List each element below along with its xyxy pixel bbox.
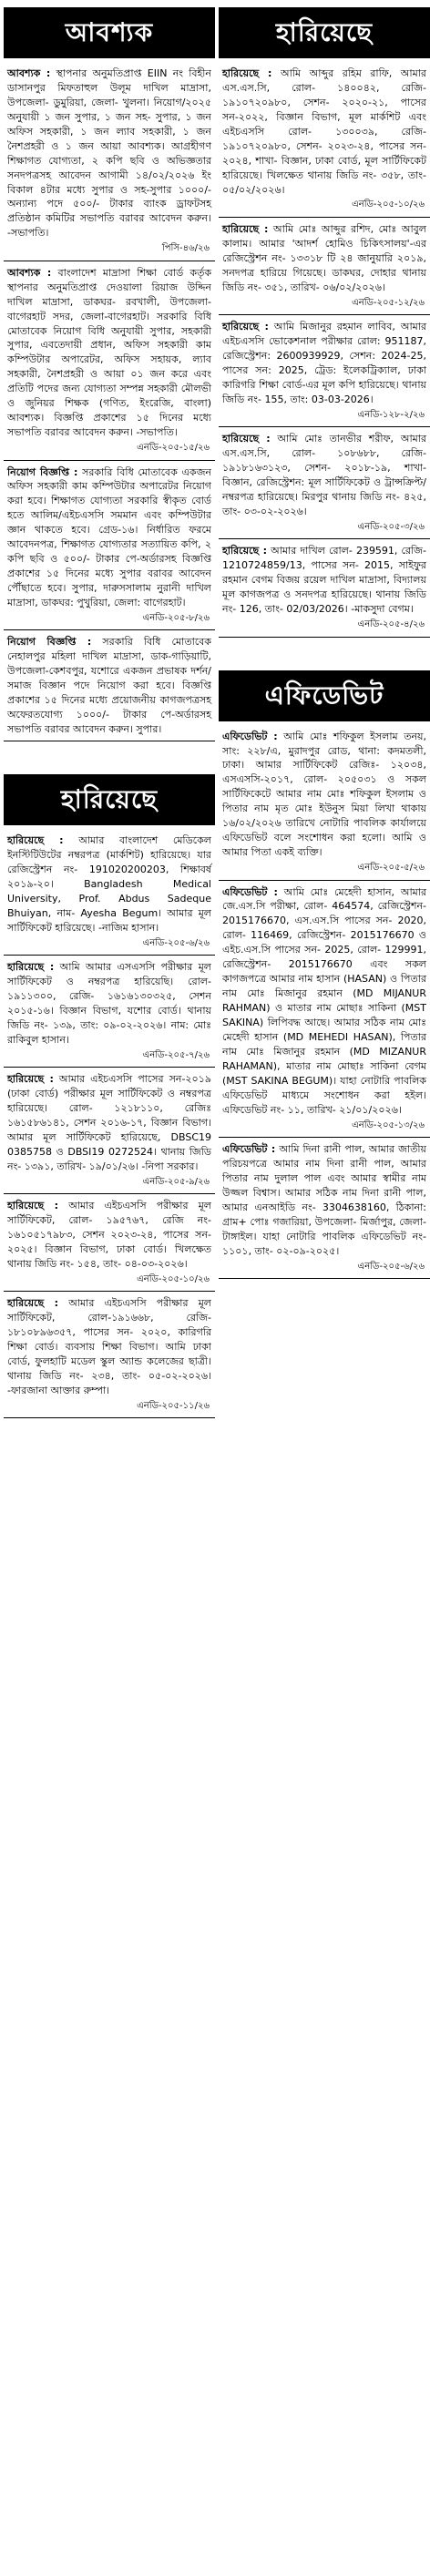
ad-text: আমি আব্দুর রহিম রাফি, আমার এস.এস.সি, রোল- ১৪০০৪২, রেজি- ১৯১০৭২০৯৮০, সেশন- ২০২০-২১, পাসের সন-২০২২, বিজ্ঞান বিভাগ, মূল মার্কশিট এবং এইচএসসি রোল- ১৩০০৩৯, রেজি- ১৯১০৭২০৯৮০, সেশন- ২০২৩-২৪, পাসের সন- ২০২৪, শাখা- বিজ্ঞান, ঢাকা বোর্ড, মূল সার্টিফিকেট হারিয়েছে। খিলক্ষেত থানায় জিডি নং- ৩৫৮, তাং- ০৫/০২/২০২৬। (222, 67, 426, 196)
ad-text: বাংলাদেশ মাদ্রাসা শিক্ষা বোর্ড কর্তৃক স্থাপনার অনুমতিপ্রাপ্ত দেওয়ালা রিয়াজ উদ্দিন দাখিল মাদ্রাসা, ডাকঘর- রবখালী, উপজেলা-বাগেরহাট সদর, জেলা-বাগেরহাট। সরকারি বিধি মোতাবেক নিয়োগ বিধি অনুযায়ী সুপার, সহকারী সুপার, এবতেদায়ী প্রধান, অফিস সহকারী কাম কম্পিউটার অপারেটর, অফিস সহায়ক, ল্যাব সহকারী, নৈশপ্রহরী ও আয়া ০১ জন করে এবং প্রতিটি পদের জন্য যোগ্যতা সম্পন্ন সহকারী মৌলভী ও জুনিয়র শিক্ষক (গণিত, ইংরেজি, বাংলা) আবশ্যক। বিজ্ঞপ্তি প্রকাশের ১৫ দিনের মধ্যে সভাপতি বরাবর আবেদন করুন। -সভাপতি। (7, 266, 212, 439)
ad-keyword: হারিয়েছে : (7, 1297, 59, 1310)
ad-keyword: হারিয়েছে : (222, 321, 269, 333)
ad-keyword: নিয়োগ বিজ্ঞপ্তি : (7, 636, 92, 649)
ad-text: আমি দিনা রানী পাল, আমার জাতীয় পরিচয়পত্রে আমার নাম দিনা রানী পাল, আমার পিতার নাম দুলাল পাল এবং আমার স্বামীর নাম উজ্জল বিশ্বাস। আমার সঠিক নাম দিনা রানী পাল, আমার এনআইডি নং- 3304638160, ঠিকানা: গ্রাম+ পোঃ গজারিয়া, উপজেলা- মির্জাপুর, জেলা- টাঙ্গাইল। যাহা নোটারি পাবলিক এফিডেভিট নং- ১১০১, তাং- ০২-০৯-২০২৫। (222, 1143, 427, 1257)
classified-ad (219, 317, 430, 427)
ad-divider (219, 880, 430, 881)
classified-ad (219, 429, 430, 539)
ad-divider (4, 1291, 215, 1292)
ad-code: এনডি-২০৫-৩/২৬ (357, 521, 425, 532)
ad-text: আমার এইচএসসি পাসের সন-২০১৯ (ঢাকা বোর্ড) পরীক্ষার মূল সার্টিফিকেট ও নম্বরপত্র হারিয়েছে। রোল- ১২১৮১১০, রেজিঃ ১৬১৫৮৬১৪১, সেশন ২০১৬-১৭, বিজ্ঞান বিভাগ। আমার মূল সার্টিফিকেট হারিয়েছে, DBSC19 0385758 ও DBSI19 0272524। থানায় জিডি নং- ১৩৯১, তারিখ- ১৯/০১/২৬। -নিপা সরকার। (7, 1073, 211, 1172)
classified-ad (4, 463, 215, 631)
classified-ad (4, 831, 215, 956)
ad-code: এনডি-২০৫-৬/২৬ (142, 937, 210, 948)
ad-keyword: হারিয়েছে : (7, 1200, 59, 1212)
ad-keyword: হারিয়েছে : (7, 1073, 54, 1086)
ad-keyword: নিয়োগ বিজ্ঞপ্তি : (7, 465, 78, 478)
classified-ad (4, 632, 215, 741)
ad-code: এনডি-২০৫-৫/২৬ (357, 863, 425, 873)
ad-keyword: আবশ্যক : (7, 266, 52, 279)
ad-code: এনডি-২০৫-১১/২৬ (137, 1400, 210, 1411)
ad-keyword: এফিডেভিট : (222, 730, 278, 742)
ad-body (4, 1069, 215, 1176)
ad-text: আমার এইচএসসি পরীক্ষার মূল সার্টিফিকেট, রোল- ১৯৫৭৬৭, রেজি নং- ১৬১০৫১৭৯৮৩, সেশন ২০২৩-২৪, পাসের সন- ২০২৫। বিজ্ঞান বিভাগ, ঢাকা বোর্ড। খিলক্ষেত থানায় জিডি নং- ১৫৪, তাং- ০৪-০৩-২০২৬। (7, 1200, 211, 1270)
ad-text: আমার বাংলাদেশ মেডিকেল ইনস্টিটিউটের নম্বরপত্র (মার্কশিট) হারিয়েছে। যার রেজিস্ট্রেশন নং- 191020200203, শিক্ষাবর্ষ ২০১৯-২০। Bangladesh Medical University, Prof. Abdus Sadeque Bhuiyan, নাম- Ayesha Begum। আমার মূল সার্টিফিকেট হারিয়েছে। -নাজিম হাসান। (7, 833, 211, 934)
ad-code: এনডি-২০৫-১০/২৬ (137, 1273, 210, 1284)
ad-keyword: হারিয়েছে : (222, 545, 267, 557)
ad-body (4, 64, 215, 242)
ad-code: এনডি-২০৫-৮/২৬ (142, 612, 210, 623)
ad-divider (219, 1278, 430, 1279)
ad-divider (219, 637, 430, 638)
ad-body (219, 429, 430, 521)
ad-body (4, 263, 215, 442)
ad-code: এনডি-২০৫-৬/২৬ (357, 1261, 425, 1272)
ad-text: সরকারি বিধি মোতাবেক একজন অফিস সহকারী কাম কম্পিউটার অপারেটর নিয়োগ করা হবে। শিক্ষাগত যোগ্যতা সরকারি স্বীকৃত বোর্ড হতে আলিম/এইচএসসি সমমান এবং কম্পিউটার জ্ঞান থাকতে হবে। গ্রেড-১৬। নির্ধারিত ফরমে আবেদনপত্র, শিক্ষাগত যোগ্যতার সত্যায়িত কপি, ২ কপি ছবি ও ৫০০/- টাকার পে-অর্ডারসহ বিজ্ঞপ্তি প্রকাশের ১৫ দিনের মধ্যে সুপার বরাবর আবেদন পৌঁছাতে হবে। সুপার, দারুসসালাম নুরানী দাখিল মাদ্রাসা, ডাকঘর: পুখুরিয়া, জেলা: বাগেরহাট। (7, 465, 211, 608)
section-header-abosshok: আবশ্যক (4, 7, 215, 58)
ad-keyword: এফিডেভিট : (222, 1143, 276, 1155)
ad-text: আমি মিজানুর রহমান লাবিব, আমার এইচএসসি ভোকেশনাল পরীক্ষার রোল: 951187, রেজিস্ট্রেশন: 2600939929, সেশন: 2024-25, পাসের সন: 2025, ট্রেড: ইলেকট্রিক্যাল, ঢাকা কারিগরি শিক্ষা বোর্ড-এর মূল কপি হারিয়েছে। থানায় জিডি নং- 155, তাং: 03-03-2026। (222, 321, 427, 405)
ad-body (4, 463, 215, 612)
ad-keyword: হারিয়েছে : (7, 961, 55, 973)
ad-text: সরকারি বিধি মোতাবেক নেহালপুর মহিলা দাখিল মাদ্রাসা, ডাক-গাড়িয়াটি, উপজেলা-কেশবপুর, যশোরে একজন প্রভাষক দর্শন/সমাজ বিজ্ঞান পদে নিয়োগ করা হবে। বিজ্ঞপ্তি প্রকাশের ১৫ দিনের মধ্যে প্রয়োজনীয় কাগজপত্রসহ অফেরতযোগ্য ১০০০/- টাকার পে-অর্ডারসহ সভাপতি বরাবর আবেদন করুন। সুপার। (7, 636, 211, 735)
ad-keyword: হারিয়েছে : (222, 67, 272, 79)
ad-body (4, 1293, 215, 1400)
ad-code: এনডি-২০৫-১৫/২৬ (137, 443, 210, 453)
classified-ad (219, 727, 430, 881)
ads-list-affidavit (219, 727, 430, 1279)
right-column (219, 4, 430, 1281)
ad-divider (4, 955, 215, 956)
classified-ad (219, 883, 430, 1139)
left-column (4, 4, 215, 1420)
ads-list-abosshok (4, 64, 215, 741)
ad-divider (4, 1193, 215, 1194)
ad-keyword: এফিডেভিট : (222, 885, 278, 898)
ad-body (219, 541, 430, 618)
ads-list-hariyeche-left (4, 831, 215, 1419)
ad-body (219, 317, 430, 409)
ad-text: আমি মোঃ শফিকুল ইসলাম তনয়, সাং: ২২৮/এ, মুরাদপুর রোড, থানা: কদমতলী, ঢাকা। আমার সার্টিফিকেট রেজিঃ- ১২০৩৪, এসএসসি-২০১৭, রোল- ২০৫০৩১ ও সকল সার্টিফিকেটে আমার নাম মোঃ শফিকুল ইসলাম ও পিতার নাম মৃত মোঃ ইউনুস মিয়া লিখা থাকায় ১৬/০২/২০২৬ তারিখে নোটারি পাবলিক কার্যালয়ে এফিডেভিট বলে সংশোধন করা হলো। আমি ও আমার পিতা একই ব্যক্তি। (222, 730, 426, 859)
ad-keyword: হারিয়েছে : (7, 833, 64, 846)
section-header-affidavit: এফিডেভিট (219, 670, 430, 721)
ad-body (219, 727, 430, 862)
ad-divider (4, 629, 215, 630)
ad-divider (219, 538, 430, 539)
ad-text: আমি মোঃ তানভীর শরীফ, আমার এস.এস.সি, রোল- ১০৮৬৮৮, রেজি- ১৯১৮১৬৩১২৩, সেশন- ২০১৮-১৯, শাখা- বিজ্ঞান, রেজিস্ট্রেশন: মূল সার্টিফিকেট ও ট্রান্সক্রিপ্ট/নম্বরপত্র হারিয়েছে। মিরপুর থানায় জিডি নং- ৪২৫, তাং- ০৩-০২-২০২৬। (222, 433, 426, 517)
ads-list-hariyeche-right (219, 64, 430, 638)
ad-divider (4, 1067, 215, 1068)
ad-body (219, 883, 430, 1119)
ad-divider (219, 217, 430, 218)
ad-text: স্থাপনার অনুমতিপ্রাপ্ত EIIN নং বিহীন ডাসানপুর মিফতাহুল উলূম দাখিল মাদ্রাসা, উপজেলা- ডুমুরিয়া, জেলা- খুলনা। নিয়োগ/২০২৫ অনুযায়ী ১ জন সুপার, ১ জন সহ- সুপার, ১ জন অফিস সহকারী, ১ জন ল্যাব সহকারী, ১ জন নৈশপ্রহরী ও ১ জন আয়া আবশ্যক। আগ্রহীগণ শিক্ষাগত যোগ্যতা, ২ কপি ছবি ও অভিজ্ঞতার সনদপত্রসহ আবেদন আগামী ১৪/০২/২০২৬ ইং বিকাল ৪টার মধ্যে সুপার ও সহ-সুপার ১০০০/- অন্যান্য পদে ৫০০/- টাকার ব্যাংক ড্রাফটসহ প্রতিষ্ঠান কমিটির সভাপতি বরাবর আবেদন করুন। -সভাপতি। (7, 67, 211, 240)
ad-divider (4, 460, 215, 461)
ad-code: এনডি-২০৫-৭/২৬ (142, 1049, 210, 1060)
ad-body (219, 220, 430, 297)
ad-text: আমার এইচএসসি পরীক্ষার মূল সার্টিফিকেট, রোল-১৯১৬৬৮, রেজি- ১৮১০৮৯৬৩৫৭, পাসের সন- ২০২০, কারিগরি শিক্ষা বোর্ড। ব্যবসায় শিক্ষা বিভাগ। আমি ঢাকা বোর্ড, ফুলহাটি মডেল স্কুল অ্যান্ড কলেজের ছাত্রী। থানায় জিডি নং- ২৩৪, তাং- ০৫-০২-২০২৬। -ফারজানা আক্তার রুম্পা। (7, 1297, 211, 1396)
classified-ad (219, 1140, 430, 1279)
ad-code: এনডি-২০৫-১৩/২৬ (352, 1119, 425, 1130)
ad-text: আমি মোঃ আব্দুর রশিদ, মোঃ আবুল কালাম। আমার 'আদর্শ হোমিও চিকিৎসালয়'-এর রেজিস্ট্রেশন নং- ১৩৩১৮ টি ২৪ জানুয়ারি ২০১৯, সনদপত্র হারিয়ে গিয়েছে। ডাকঘর, দোহার থানায় জিডি নং- ৩৫১, তারিখ- ০৬/০২/২০২৬। (222, 222, 426, 293)
ad-keyword: হারিয়েছে : (222, 222, 269, 235)
section-header-hariyeche-left: হারিয়েছে (4, 774, 215, 825)
ad-body (4, 957, 215, 1049)
ad-divider (4, 1417, 215, 1418)
ad-code: পিসি-৪৬/২৬ (161, 243, 210, 254)
ad-keyword: হারিয়েছে : (222, 433, 271, 445)
ad-code: এনডি-২০৫-১২/২৬ (352, 297, 425, 308)
ad-divider (219, 1137, 430, 1138)
classified-ad (4, 1293, 215, 1418)
ad-code: এনডি-২০৫-১০/২৬ (352, 199, 425, 210)
ad-body (4, 831, 215, 937)
classified-ad (4, 1196, 215, 1292)
classified-ad (219, 220, 430, 315)
ad-body (219, 64, 430, 199)
classified-ad (4, 957, 215, 1068)
ad-divider (219, 314, 430, 315)
ad-code: এনডি-২০৫-৪/২৬ (357, 619, 425, 630)
ad-code: এনডি-২০৫-৯/২৬ (142, 1176, 210, 1187)
ad-code: এনডি-১২৮-২/২৬ (357, 409, 425, 420)
ad-divider (219, 426, 430, 427)
classified-ad (219, 64, 430, 218)
ad-text: আমি আমার এসএসসি পরীক্ষার মূল সার্টিফিকেট ও নম্বরপত্র হারিয়েছি। রোল- ১৯১১৩০০, রেজি- ১৬১৬১৩০৩২৫, সেশন ২০১৫-১৬। বিজ্ঞান বিভাগ, যশোর বোর্ড। থানায় জিডি নং- ১৩৯, তাং: ০৯-০২-২০২৬। নাম: মোঃ রাকিবুল হাসান। (7, 961, 211, 1046)
ad-text: আমার দাখিল রোল- 239591, রেজি- 1210724859/13, পাসের সন- 2015, সাইফুর রহমান বেগম বিজয় রয়েল দাখিল মাদ্রাসা, বিদ্যালয় মূল কাগজপত্র ও সনদপত্র হারিয়েছে। থানায় জিডি নং- 126, তাং- 02/03/2026। -মাকসুদা বেগম। (222, 545, 426, 616)
section-header-hariyeche-right: হারিয়েছে (219, 7, 430, 58)
ad-text: আমি মোঃ মেহেদী হাসান, আমার জে.এস.সি পরীক্ষা, রোল- 464574, রেজিস্ট্রেশন- 2015176670, এস.এস.সি পাসের সন- 2020, রোল- 116469, রেজিস্ট্রেশন- 2015176670 ও এইচ.এস.সি পাসের সন- 2025, রোল- 129991, রেজিস্ট্রেশন- 2015176670 এবং সকল কাগজপত্রে আমার নাম হাসান (HASAN) ও পিতার নাম মোঃ মিজানুর রহমান (MD MIJANUR RAHMAN) ও মাতার নাম মোছাঃ সাকিনা (MST SAKINA) লিপিবদ্ধ আছে। আমার সঠিক নাম মোঃ মেহেদী হাসান (MD MEHEDI HASAN), পিতার নাম মোঃ মিজানুর রহমান (MD MIZANUR RAHAMAN), মাতার নাম মোছাঃ সাকিনা বেগম (MST SAKINA BEGUM)। যাহা নোটারি পাবলিক এফিডেভিট মাধ্যমে সংশোধন করা হইল। এফিডেভিট নং- ১১, তারিখ- ২১/০১/২০২৬। (222, 885, 426, 1116)
ad-body (219, 1140, 430, 1261)
classified-ad (4, 64, 215, 261)
ad-keyword: আবশ্যক : (7, 67, 51, 79)
ad-body (4, 632, 215, 739)
classified-ad (4, 263, 215, 461)
ad-body (4, 1196, 215, 1273)
classified-ad (219, 541, 430, 637)
classified-ad (4, 1069, 215, 1194)
